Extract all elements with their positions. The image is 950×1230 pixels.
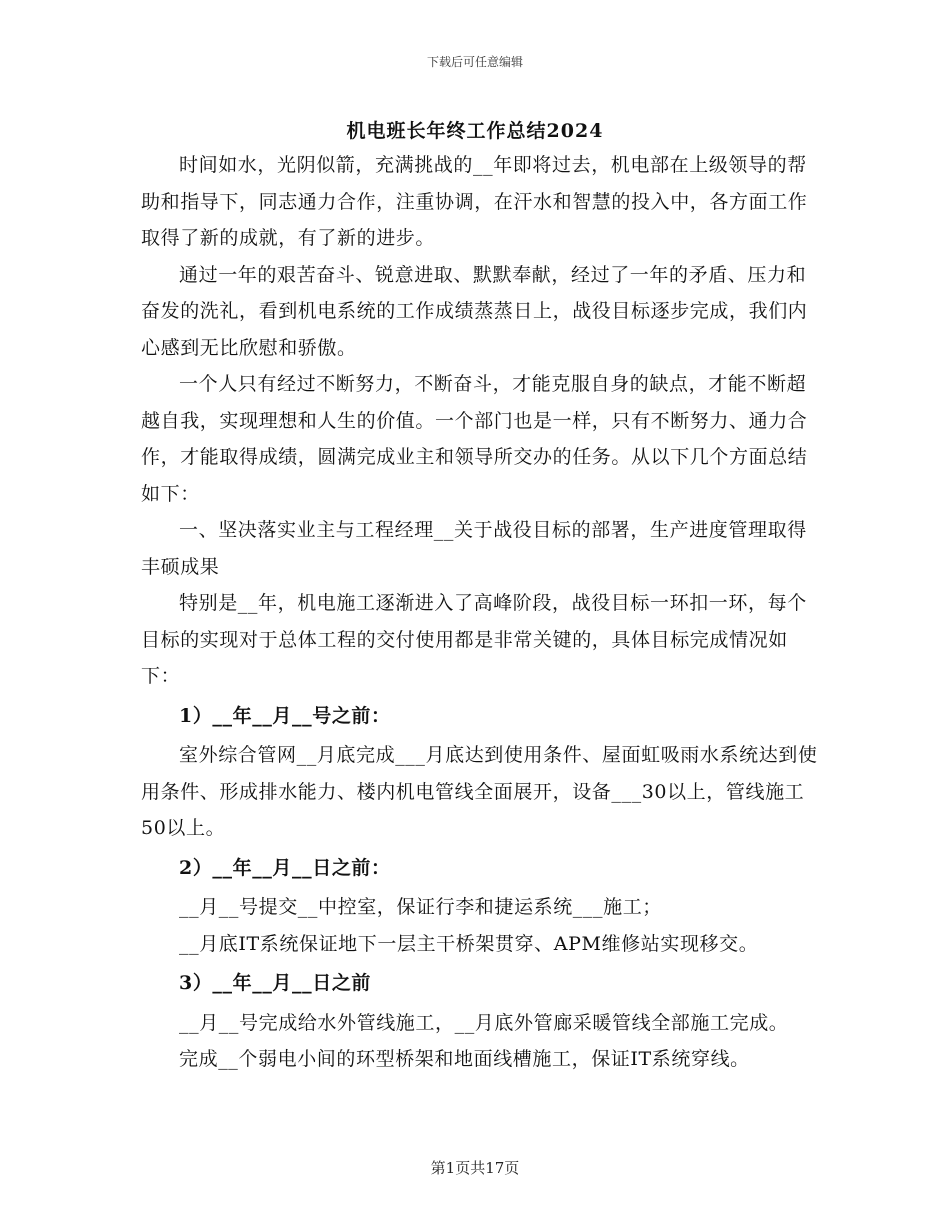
document-title: 机电班长年终工作总结2024 (346, 120, 604, 142)
section-heading-1: 一、坚决落实业主与工程经理__关于战役目标的部署，生产进度管理取得丰硕成果 (141, 519, 807, 578)
document-body (141, 147, 821, 1078)
milestone-heading-3: 3）__年__月__日之前 (179, 972, 372, 994)
paragraph-milestone-3b: 完成__个弱电小间的环型桥架和地面线槽施工，保证IT系统穿线。 (179, 1048, 750, 1070)
paragraph-value: 一个人只有经过不断努力，不断奋斗，才能克服自身的缺点，才能不断超越自我，实现理想和人生的价值。一个部门也是一样，只有不断努力、通力合作，才能取得成绩，圆满完成业主和领导所交办的任务。从以下几个方面总结如下： (141, 373, 808, 505)
paragraph-milestone-1: 室外综合管网__月底完成___月底达到使用条件、屋面虹吸雨水系统达到使用条件、形成排水能力、楼内机电管线全面展开，设备___30以上，管线施工50以上。 (141, 744, 818, 839)
milestone-heading-2: 2）__年__月__日之前： (179, 856, 391, 879)
page-number: 第1页共17页 (430, 1159, 520, 1177)
page-header-note: 下载后可任意编辑 (426, 55, 523, 69)
paragraph-effort: 通过一年的艰苦奋斗、锐意进取、默默奉献，经过了一年的矛盾、压力和奋发的洗礼，看到机电系统的工作成绩蒸蒸日上，战役目标逐步完成，我们内心感到无比欣慰和骄傲。 (141, 263, 808, 359)
paragraph-milestone-2b: __月底IT系统保证地下一层主干桥架贯穿、APM维修站实现移交。 (179, 932, 759, 955)
paragraph-milestone-3a: __月__号完成给水外管线施工，__月底外管廊采暖管线全部施工完成。 (179, 1011, 789, 1034)
milestone-heading-1: 1）__年__月__号之前： (179, 704, 391, 727)
paragraph-milestone-2a: __月__号提交__中控室，保证行李和捷运系统___施工； (179, 896, 662, 918)
paragraph-targets: 特别是__年，机电施工逐渐进入了高峰阶段，战役目标一环扣一环，每个目标的实现对于总体工程的交付使用都是非常关键的，具体目标完成情况如下： (141, 592, 807, 687)
paragraph-intro: 时间如水，光阴似箭，充满挑战的__年即将过去，机电部在上级领导的帮助和指导下，同志通力合作，注重协调，在汗水和智慧的投入中，各方面工作取得了新的成就，有了新的进步。 (141, 154, 808, 249)
